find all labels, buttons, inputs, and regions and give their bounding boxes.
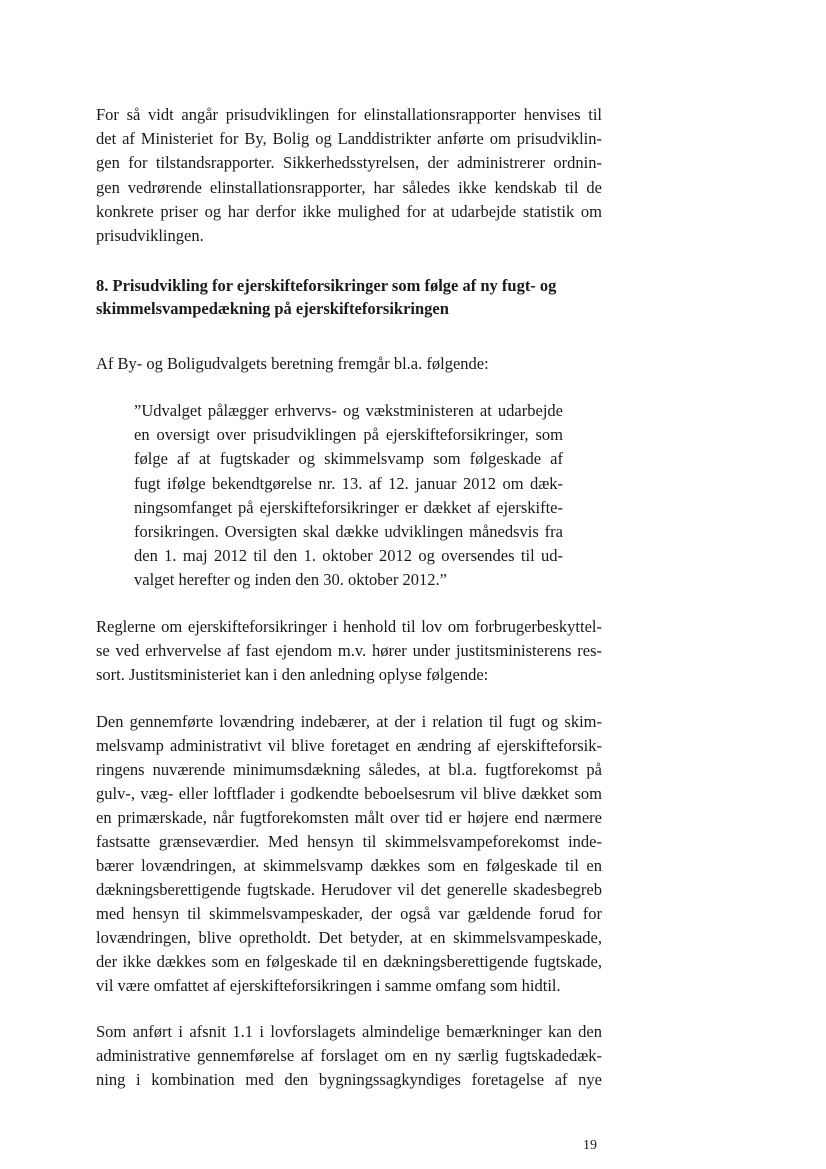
text-line: gen vedrørende elinstallationsrapporter, har således ikke kendskab til de bbox=[96, 178, 602, 197]
text-line: lovændringen, blive opretholdt. Det betyder, at en skimmelsvampeskade, bbox=[96, 928, 602, 947]
text-line: sort. Justitsministeriet kan i den anledning oplyse følgende: bbox=[96, 665, 489, 684]
heading-line: 8. Prisudvikling for ejerskifteforsikringer som følge af ny fugt- og bbox=[96, 276, 557, 295]
quote-line: følge af at fugtskader og skimmelsvamp som følgeskade af bbox=[134, 449, 563, 468]
text-line: ning i kombination med den bygningssagkyndiges foretagelse af nye bbox=[96, 1070, 602, 1089]
quote-line: den 1. maj 2012 til den 1. oktober 2012 og oversendes til ud- bbox=[134, 546, 563, 565]
text-line: dækningsberettigende fugtskade. Herudover vil det generelle skadesbegreb bbox=[96, 880, 602, 899]
text-line: Som anført i afsnit 1.1 i lovforslagets almindelige bemærkninger kan den bbox=[96, 1022, 602, 1041]
text-line: Reglerne om ejerskifteforsikringer i henhold til lov om forbrugerbeskyttel- bbox=[96, 617, 602, 636]
text-line: gulv-, væg- eller loftflader i godkendte beboelsesrum vil blive dækket som bbox=[96, 784, 602, 803]
text-line: vil være omfattet af ejerskifteforsikringen i samme omfang som hidtil. bbox=[96, 976, 561, 995]
quote-line: en oversigt over prisudviklingen på ejerskifteforsikringer, som bbox=[134, 425, 563, 444]
quote-line: ningsomfanget på ejerskifteforsikringer er dækket af ejerskifte- bbox=[134, 498, 563, 517]
text-line: melsvamp administrativt vil blive foretaget en ændring af ejerskifteforsik- bbox=[96, 736, 602, 755]
quote-line: fugt ifølge bekendtgørelse nr. 13. af 12. januar 2012 om dæk- bbox=[134, 474, 563, 493]
text-line: se ved erhvervelse af fast ejendom m.v. hører under justitsministerens res- bbox=[96, 641, 602, 660]
text-line: administrative gennemførelse af forslaget om en ny særlig fugtskadedæk- bbox=[96, 1046, 602, 1065]
quote-line: forsikringen. Oversigten skal dække udviklingen månedsvis fra bbox=[134, 522, 563, 541]
text-line: det af Ministeriet for By, Bolig og Landdistrikter anførte om prisudviklin- bbox=[96, 129, 602, 148]
quote-line: valget herefter og inden den 30. oktober 2012.” bbox=[134, 570, 447, 589]
intro-line: Af By- og Boligudvalgets beretning fremgår bl.a. følgende: bbox=[96, 354, 489, 373]
heading-line: skimmelsvampedækning på ejerskifteforsikringen bbox=[96, 299, 449, 318]
page-number: 19 bbox=[583, 1138, 597, 1153]
text-line: med hensyn til skimmelsvampeskader, der også var gældende forud for bbox=[96, 904, 602, 923]
text-line: Den gennemførte lovændring indebærer, at der i relation til fugt og skim- bbox=[96, 712, 602, 731]
text-line: bærer lovændringen, at skimmelsvamp dækkes som en følgeskade til en bbox=[96, 856, 602, 875]
text-line: der ikke dækkes som en følgeskade til en dækningsberettigende fugtskade, bbox=[96, 952, 602, 971]
quote-line: ”Udvalget pålægger erhvervs- og vækstministeren at udarbejde bbox=[134, 401, 563, 420]
text-line: fastsatte grænseværdier. Med hensyn til skimmelsvampeforekomst inde- bbox=[96, 832, 602, 851]
text-line: ringens nuværende minimumsdækning således, at bl.a. fugtforekomst på bbox=[96, 760, 602, 779]
text-line: For så vidt angår prisudviklingen for elinstallationsrapporter henvises til bbox=[96, 105, 602, 124]
text-line: prisudviklingen. bbox=[96, 226, 204, 245]
text-line: konkrete priser og har derfor ikke mulighed for at udarbejde statistik om bbox=[96, 202, 602, 221]
text-line: gen for tilstandsrapporter. Sikkerhedsstyrelsen, der administrerer ordnin- bbox=[96, 153, 602, 172]
text-line: en primærskade, når fugtforekomsten målt over tid er højere end nærmere bbox=[96, 808, 602, 827]
